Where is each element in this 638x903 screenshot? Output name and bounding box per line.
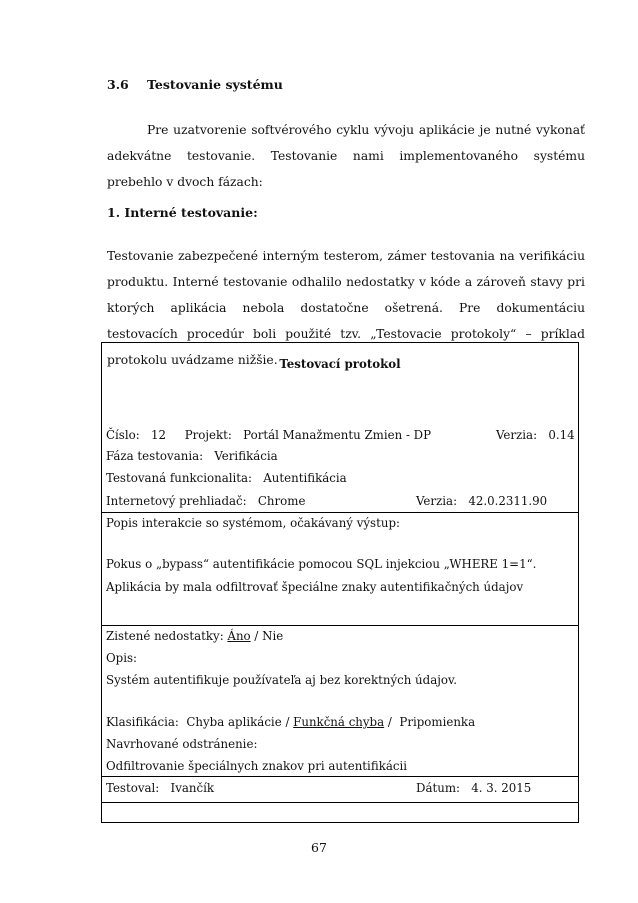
browser-row — [106, 493, 305, 509]
class-app-error: Chyba aplikácie — [186, 715, 282, 729]
version-label: Verzia: — [496, 428, 538, 442]
tester-label: Testoval: — [106, 781, 160, 795]
description-label: Opis: — [106, 651, 138, 665]
internal-line: Testovanie zabezpečené interným testerom, zámer testovania na verifikáciu — [107, 249, 585, 263]
browser-version-value: 42.0.2311.90 — [468, 494, 548, 508]
internal-line: ktorých aplikácia nebola dostatočne ošetrená. Pre dokumentáciu testovacích — [107, 301, 585, 341]
divider — [102, 512, 578, 513]
phase-label: Fáza testovania: — [106, 449, 204, 463]
date-label: Dátum: — [416, 781, 460, 795]
functionality-value: Autentifikácia — [263, 471, 347, 485]
tester-value: Ivančík — [170, 781, 215, 795]
findings-separator: / — [254, 629, 259, 643]
version-value: 0.14 — [548, 428, 575, 442]
page-number: 67 — [311, 840, 327, 855]
fix-label: Navrhované odstránenie: — [106, 737, 258, 751]
date-field — [416, 780, 531, 796]
intro-paragraph — [107, 117, 585, 195]
phase-value: Verifikácia — [214, 449, 278, 463]
class-separator: / — [285, 715, 290, 729]
project-value: Portál Manažmentu Zmien - DP — [243, 428, 432, 442]
divider — [102, 625, 578, 626]
test-protocol-table — [101, 342, 579, 823]
section-heading — [107, 77, 283, 92]
intro-line: v dvoch fázach: — [166, 175, 263, 189]
class-remark: Pripomienka — [399, 715, 476, 729]
date-value: 4. 3. 2015 — [471, 781, 532, 795]
tester-row — [106, 780, 214, 796]
internal-line: nižšie. — [237, 353, 278, 367]
classification-label: Klasifikácia: — [106, 715, 179, 729]
protocol-number-project-row — [106, 427, 431, 443]
functionality-label: Testovaná funkcionalita: — [106, 471, 253, 485]
intro-line: Pre uzatvorenie softvérového cyklu vývoju aplikácie je nutné vykonať — [147, 123, 585, 137]
protocol-title: Testovací protokol — [279, 357, 401, 371]
browser-value: Chrome — [257, 494, 306, 508]
classification-row — [106, 714, 475, 730]
intro-line: adekvátne testovanie. Testovanie nami implementovaného systému prebehlo — [107, 149, 585, 189]
section-number: 3.6 — [107, 77, 129, 92]
browser-version-field — [416, 493, 547, 509]
divider — [102, 802, 578, 803]
fix-text: Odfiltrovanie špeciálnych znakov pri autentifikácii — [106, 759, 408, 773]
findings-label: Zistené nedostatky: — [106, 629, 224, 643]
number-label: Číslo: — [106, 428, 140, 442]
number-value: 12 — [150, 428, 166, 442]
phase-row — [106, 448, 278, 464]
findings-no: Nie — [262, 629, 284, 643]
description-text: Systém autentifikuje používateľa aj bez korektných údajov. — [106, 673, 458, 687]
internal-line: procedúr boli použité tzv. „Testovacie protokoly“ – príklad protokolu uvádzame — [107, 327, 585, 367]
internal-line: produktu. Interné testovanie odhalilo nedostatky v kóde a zároveň stavy pri — [107, 275, 585, 289]
interaction-header: Popis interakcie so systémom, očakávaný výstup: — [106, 516, 400, 530]
class-functional-error: Funkčná chyba — [293, 715, 385, 729]
findings-yes: Áno — [227, 629, 251, 643]
class-separator: / — [387, 715, 392, 729]
findings-row — [106, 628, 283, 644]
browser-label: Internetový prehliadač: — [106, 494, 247, 508]
functionality-row — [106, 470, 347, 486]
section-title: Testovanie systému — [147, 77, 283, 92]
interaction-line: Pokus o „bypass“ autentifikácie pomocou SQL injekciou „WHERE 1=1“. — [106, 557, 537, 571]
browser-version-label: Verzia: — [416, 494, 458, 508]
project-label: Projekt: — [184, 428, 232, 442]
version-field — [496, 427, 575, 443]
divider — [102, 776, 578, 777]
internal-testing-heading: 1. Interné testovanie: — [107, 205, 258, 220]
interaction-line: Aplikácia by mala odfiltrovať špeciálne znaky autentifikačných údajov — [106, 580, 524, 594]
